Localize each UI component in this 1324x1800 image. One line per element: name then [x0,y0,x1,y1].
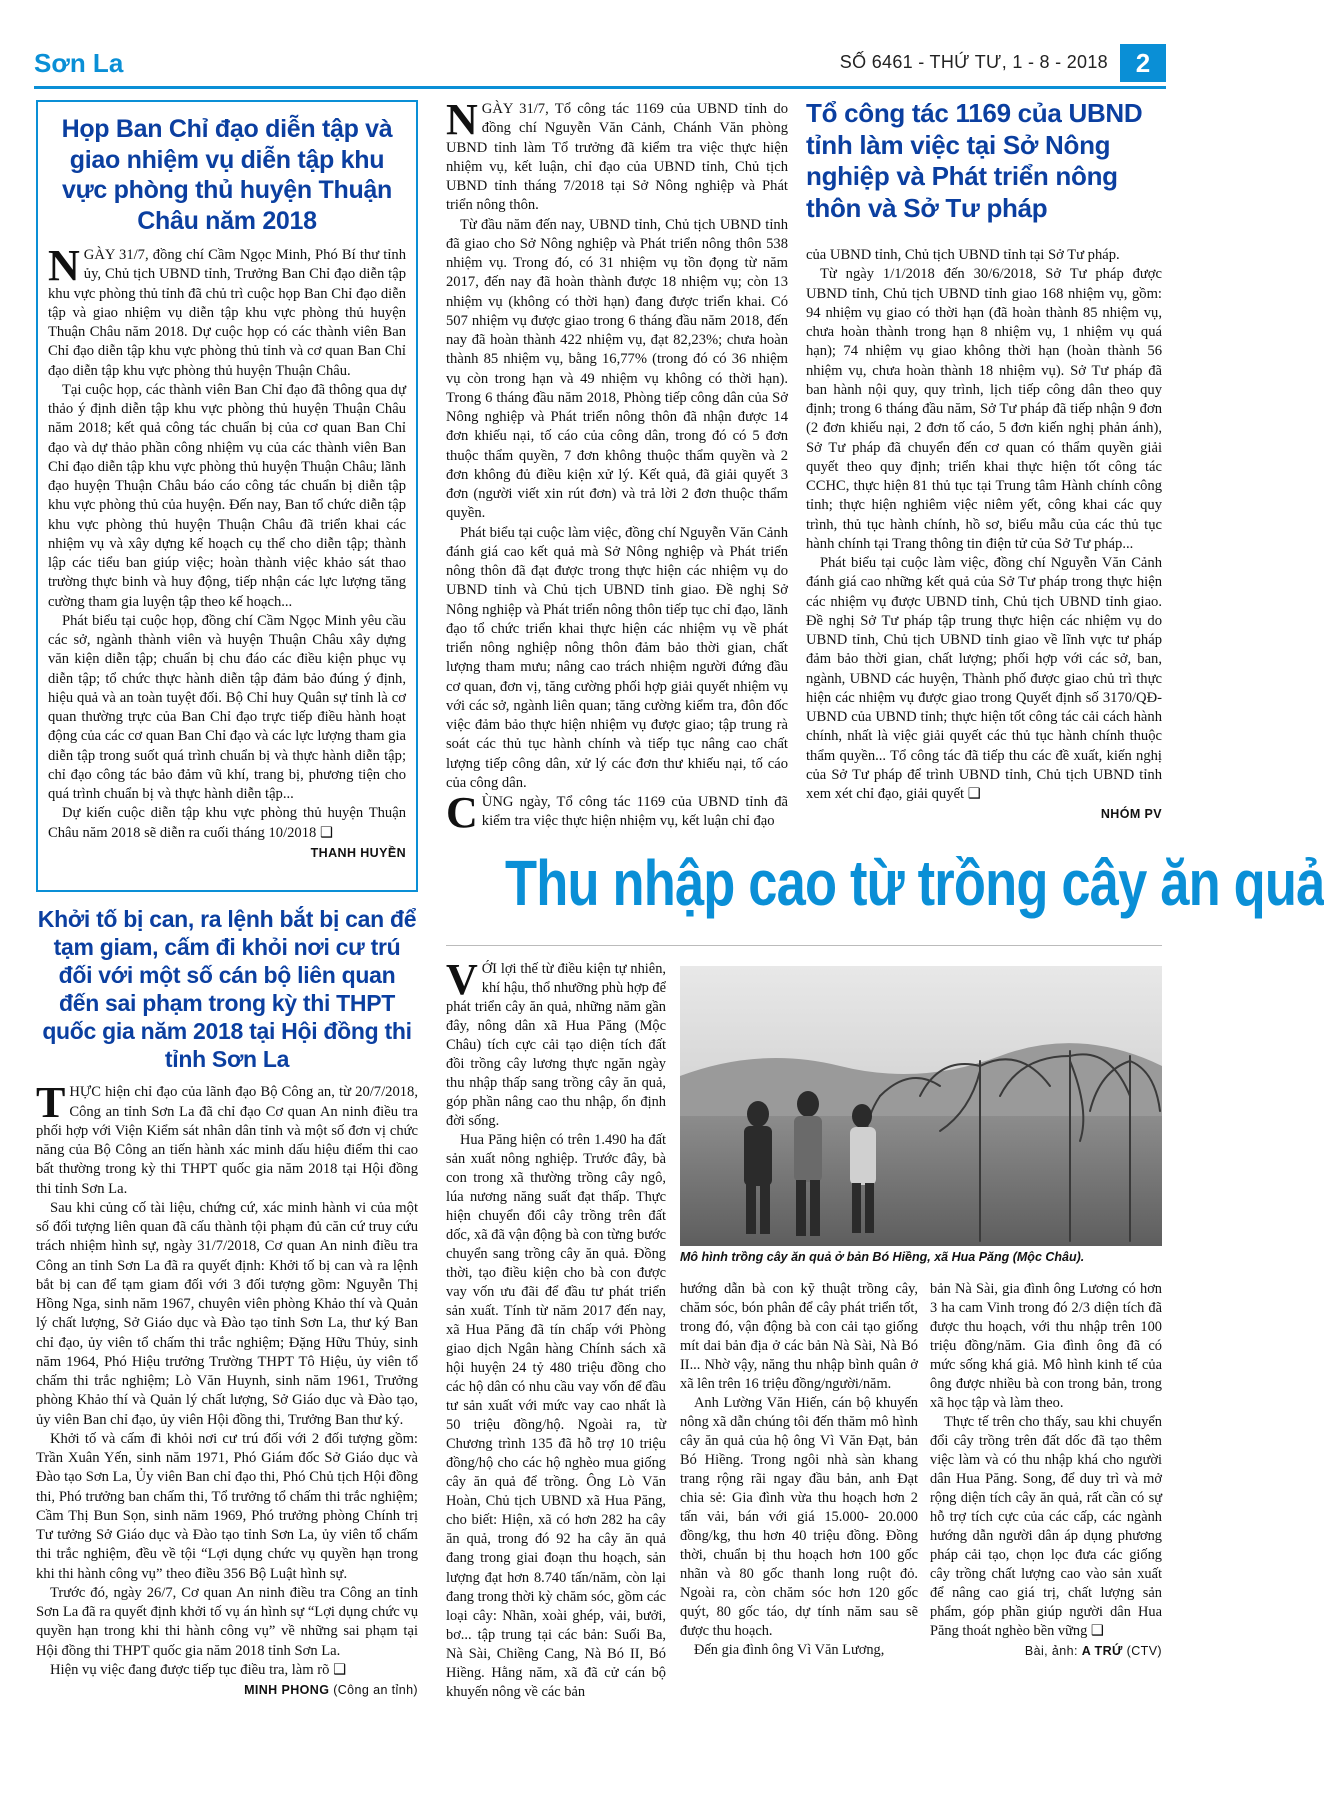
paragraph: Hua Păng hiện có trên 1.490 ha đất sản xuất nông nghiệp. Trước đây, bà con trong xã thường trồng cây ngô, lúa nương năng suất đạt thấp. Thực hiện chuyển đổi cây trồng trên đất dốc, xã đã vận động bà con từng bước chuyển sang trồng cây ăn quả. Đồng thời, tạo điều kiện cho bà con được vay vốn ưu đãi để đầu tư phát triển sản xuất. Tính từ năm 2017 đến nay, xã Hua Păng đã tín chấp với Phòng giao dịch Ngân hàng Chính sách xã hội huyện 24 tỷ 480 triệu đồng cho các hộ dân có nhu cầu vay vốn để đầu tư sản xuất với mức vay cao nhất là 50 triệu đồng/hộ. Ngoài ra, từ Chương trình 135 đã hỗ trợ 10 triệu đồng/hộ cho các hộ nghèo mua giống cây ăn quả để trồng. Ông Lò Văn Hoàn, Chủ tịch UBND xã Hua Păng, cho biết: Hiện, xã có hơn 282 ha cây ăn quả, trong đó 92 ha cây ăn quả đang trong giai đoạn thu hoạch, sản lượng đạt hơn 8.740 tấn/năm, còn lại đang trong thời kỳ chăm sóc, gồm các loại cây: Nhãn, xoài ghép, vải, bưởi, bơ... tập trung tại các bản: Suối Ba, Nà Sài, Chiềng Cang, Nà Bó II, Bó Hiềng. Hằng năm, xã đã cử cán bộ khuyến nông về các bản [446,1132,666,1700]
paragraph: CÙNG ngày, Tổ công tác 1169 của UBND tỉnh đã kiểm tra việc thực hiện nhiệm vụ, kết luận chỉ đạo [446,788,788,837]
article-exam-lead: THỰC hiện chỉ đạo của lãnh đạo Bộ Công an, từ 20/7/2018, Công an tỉnh Sơn La đã chỉ đạo Cơ quan An ninh điều tra phối hợp với Viện Kiểm sát nhân dân tỉnh và một số đơn vị chức năng của Bộ Công an tiến hành xác minh dấu hiệu điểm thi cao bất thường trong kỳ thi THPT quốc gia năm 2018 tại Hội đồng thi tỉnh Sơn La. [36,1078,418,1197]
article-1169-title: Tổ công tác 1169 của UBND tỉnh làm việc tại Sở Nông nghiệp và Phát triển nông thôn và Sở Tư pháp [806,98,1143,224]
paragraph: hướng dẫn bà con kỹ thuật trồng cây, chăm sóc, bón phân để cây phát triển tốt, trong đó, vận động bà con cải tạo giống mít dai bản địa ở các bản Nà Sài, Nà Bó II... Nhờ vậy, năng thu nhập bình quân ở xã lên trên 16 triệu đồng/người/năm. [680,1281,918,1393]
issue-info: SỐ 6461 - THỨ TƯ, 1 - 8 - 2018 [839,52,1108,72]
paragraph: Trước đó, ngày 26/7, Cơ quan An ninh điều tra Công an tỉnh Sơn La đã ra quyết định khởi tố vụ án hình sự “Lợi dụng chức vụ quyền hạn trong khi thi hành công vụ” về những sai phạm tại Hội đồng thi THPT quốc gia năm 2018 tỉnh Sơn La. [36,1584,418,1659]
paragraph: Đến gia đình ông Vì Văn Lương, [694,1642,885,1659]
paragraph: Hiện vụ việc đang được tiếp tục điều tra, làm rõ ❑ [50,1661,347,1678]
article-exam-body [36,1078,418,1680]
article-drill [36,100,418,892]
dropcap: N [48,241,80,290]
paragraph: Khởi tố và cấm đi khỏi nơi cư trú đối với 2 đối tượng gồm: Trần Xuân Yến, sinh năm 1971, Phó Giám đốc Sở Giáo dục và Đào tạo Sơn La, Ủy viên Ban chỉ đạo thi, Phó Chủ tịch Hội đồng thi, Phó trưởng ban chấm thi, Tổ trưởng tổ chấm thi trắc nghiệm; Cầm Thị Bun Sọn, sinh năm 1969, Phó trưởng phòng Chính trị Tư tưởng Sở Giáo dục và Đào tạo tỉnh Sơn La, ủy viên tổ chấm thi trắc nghiệm, đều về tội “Lợi dụng chức vụ quyền hạn trong khi thi hành công vụ” theo điều 356 Bộ Luật hình sự. [36,1430,418,1582]
section-name: Sơn La [34,48,124,78]
page-header [34,44,1166,86]
article-fruit-lead: VỚI lợi thế từ điều kiện tự nhiên, khí hậu, thổ nhưỡng phù hợp để phát triển cây ăn quả, những năm gần đây, nông dân xã Hua Păng (Mộc Châu) tích cực cải tạo diện tích đất đồi trồng cây lương thực ngăn ngày thu nhập thấp sang trồng cây ăn quả, góp phần nâng cao thu nhập, ổn định đời sống. [446,955,666,1130]
article-1169-col2 [806,246,1162,836]
article-1169-byline: NHÓM PV [1100,807,1162,822]
article-1169-col1 [446,95,788,837]
article-1169-lead: NGÀY 31/7, Tổ công tác 1169 của UBND tỉnh do đồng chí Nguyễn Văn Cảnh, Chánh Văn phòng UBND tỉnh làm Tổ trưởng đã kiểm tra việc thực hiện nhiệm vụ, kết luận, chỉ đạo của UBND tỉnh, Chủ tịch UBND tỉnh tháng 7/2018 tại Sở Nông nghiệp và Phát triển nông thôn. [446,95,788,214]
paragraph: Dự kiến cuộc diễn tập khu vực phòng thủ huyện Thuận Châu năm 2018 sẽ diễn ra cuối tháng 10/2018 ❑ [48,805,406,841]
article-drill-byline: THANH HUYỀN [310,845,406,860]
article-fruit-col2 [680,1280,918,1770]
photo-illustration [680,966,1162,1246]
paragraph: Phát biểu tại cuộc làm việc, đồng chí Nguyễn Văn Cảnh đánh giá cao kết quả mà Sở Nông nghiệp và Phát triển nông thôn đã đạt được trong thực hiện các nhiệm vụ do UBND tỉnh và Chủ tịch UBND tỉnh giao. Đề nghị Sở Nông nghiệp và Phát triển nông thôn tiếp tục chỉ đạo, lãnh đạo tổ chức triển khai thực hiện các nhiệm vụ về phát triển nông nghiệp nông thôn đảm bảo thời gian, chất lượng tham mưu; nâng cao trách nhiệm người đứng đầu cơ quan, đơn vị, tăng cường phối hợp giải quyết nhiệm vụ với các sở, ngành liên quan; tăng cường kiểm tra, đôn đốc việc đảm bảo thực hiện nhiệm vụ được giao; tập trung rà soát các thủ tục hành chính và tiếp tục nâng cao chất lượng tiếp công dân, xử lý các đơn thư khiếu nại, tố cáo của công dân. [446,524,788,791]
article-fruit-title: Thu nhập cao từ trồng cây ăn quả [504,847,1324,919]
paragraph: Thực tế trên cho thấy, sau khi chuyển đổi cây trồng trên đất dốc đã tạo thêm việc làm và có thu nhập khá cho người dân Hua Păng. Song, để duy trì và mở rộng diện tích cây ăn quả, rất cần có sự hỗ trợ tích cực của các cấp, các ngành hướng dẫn người dân áp dụng phương pháp cải tạo, chọn lọc đưa các giống cây trồng chất lượng cao vào sản xuất để nâng cao giá trị, chất lượng sản phẩm, góp phần giúp người dân Hua Păng thoát nghèo bền vững ❑ [930,1414,1162,1640]
paragraph: của UBND tỉnh, Chủ tịch UBND tỉnh tại Sở Tư pháp. [806,247,1120,263]
dropcap: V [446,955,478,1004]
article-drill-title: Họp Ban Chỉ đạo diễn tập và giao nhiệm vụ diễn tập khu vực phòng thủ huyện Thuận Châu năm 2018 [61,115,393,235]
dropcap: T [36,1078,66,1128]
paragraph: Sau khi củng cố tài liệu, chứng cứ, xác minh hành vi của một số đối tượng liên quan đã cấu thành tội phạm đủ căn cứ truy cứu trách nhiệm hình sự, ngày 31/7/2018, Cơ quan An ninh điều tra Công an tỉnh Sơn La đã ra quyết định: Khởi tố bị can và ra lệnh bắt bị can để tạm giam đối với 3 đối tượng gồm: Nguyễn Thị Hồng Nga, sinh năm 1967, chuyên viên phòng Khảo thí và Quản lý chất lượng, Sở Giáo dục và Đào tạo tỉnh Sơn La, thư ký Ban chỉ đạo, ủy viên tổ chấm thi trắc nghiệm; Đặng Hữu Thủy, sinh năm 1964, Phó Hiệu trưởng Trường THPT Tô Hiệu, ủy viên tổ chấm thi trắc nghiệm; Lò Văn Huynh, sinh năm 1961, Trưởng phòng Khảo thí và Quản lý chất lượng, Sở Giáo dục và Đào tạo, ủy viên Ban chỉ đạo, ủy viên Hội đồng thi, Trưởng Ban thư ký. [36,1199,418,1428]
paragraph: Anh Lường Văn Hiến, cán bộ khuyến nông xã dẫn chúng tôi đến thăm mô hình cây ăn quả của hộ ông Vì Văn Đạt, bản Bó Hiềng. Trong ngôi nhà sàn khang trang rộng rãi ngay đầu bản, anh Đạt chia sẻ: Gia đình vừa thu hoạch hơn 2 tấn vải, bán với giá 15.000- 20.000 đồng/kg, thu hơn 40 triệu đồng. Đồng thời, chuẩn bị thu hoạch hơn 100 gốc nhãn và 80 gốc thanh long ruột đỏ. Ngoài ra, còn chăm sóc hơn 120 gốc quýt, 80 gốc táo, dự tính năm sau sẽ được thu hoạch. [680,1395,918,1640]
article-exam [36,905,418,1765]
article-drill-lead: NGÀY 31/7, đồng chí Cầm Ngọc Minh, Phó Bí thư tỉnh ủy, Chủ tịch UBND tỉnh, Trưởng Ban Chỉ đạo diễn tập khu vực phòng thủ tỉnh đã chủ trì cuộc họp Ban Chỉ đạo diễn tập và giao nhiệm vụ diễn tập khu vực phòng thủ huyện Thuận Châu năm 2018. Dự cuộc họp có các thành viên Ban Chỉ đạo diễn tập khu vực phòng thủ tỉnh và cơ quan Ban Chỉ đạo diễn tập khu vực phòng thủ huyện Thuận Châu. [48,241,406,379]
paragraph: bản Nà Sài, gia đình ông Lương có hơn 3 ha cam Vinh trong đó 2/3 diện tích đã được thu hoạch, với thu nhập trên 100 triệu đồng/năm. Gia đình ông đã có mức sống khá giả. Mô hình kinh tế của ông được nhiều bà con trong bản, trong xã học tập và làm theo. [930,1281,1162,1412]
divider [446,945,1162,946]
article-exam-byline: MINH PHONG (Công an tỉnh) [244,1683,418,1698]
paragraph: Từ đầu năm đến nay, UBND tỉnh, Chủ tịch UBND tỉnh đã giao cho Sở Nông nghiệp và Phát triển nông thôn 538 nhiệm vụ. Trong đó, có 31 nhiệm vụ tồn đọng từ năm 2017, đến nay đã hoàn thành được 18 nhiệm vụ; còn 13 nhiệm vụ (không có thời hạn) đang được triển khai. Có 507 nhiệm vụ được giao trong 6 tháng đầu năm 2018, đến nay đã hoàn thành 422 nhiệm vụ, đạt 82,23%; chưa hoàn thành 85 nhiệm vụ, bằng 16,77% (trong đó có 36 nhiệm vụ còn trong hạn và 49 nhiệm vụ không có thời hạn). Trong 6 tháng đầu năm 2018, Phòng tiếp công dân của Sở Nông nghiệp và Phát triển nông thôn đã nhận được 14 đơn khiếu nại, tố cáo của công dân, trong đó có 5 đơn thuộc thẩm quyền, 7 đơn không thuộc thẩm quyền và 2 đơn không đủ điều kiện xử lý. Kết quả, đã giải quyết 3 đơn (người viết xin rút đơn) và trả lời 2 đơn thuộc thẩm quyền. [446,216,788,522]
article-fruit-byline: Bài, ảnh: A TRỨ (CTV) [1024,1644,1162,1659]
header-rule [34,86,1166,89]
paragraph: Từ ngày 1/1/2018 đến 30/6/2018, Sở Tư pháp được UBND tỉnh, Chủ tịch UBND tỉnh giao 168 nhiệm vụ, gồm: 94 nhiệm vụ giao có thời hạn (đã hoàn thành 85 nhiệm vụ, chưa hoàn thành trong hạn 8 nhiệm vụ, 1 nhiệm vụ quá hạn); 74 nhiệm vụ giao không thời hạn (hoàn thành 56 nhiệm vụ, chưa hoàn thành 18 nhiệm vụ). Sở Tư pháp đã ban hành nội quy, quy trình, lịch tiếp công dân theo quy định; trong 6 tháng đầu năm, Sở Tư pháp đã tiếp nhận 9 đơn (2 đơn khiếu nại, 2 đơn tố cáo, 5 đơn kiến nghị phản ánh), Sở Tư pháp đã chuyển đến cơ quan có thẩm quyền giải quyết theo quy định; triển khai thực hiện tốt công tác CCHC, thực hiện 81 thủ tục tại Trung tâm Hành chính công tỉnh; thực hiện nghiêm việc niêm yết, công khai các quy trình, thủ tục hành chính, hồ sơ, biểu mẫu của các thủ tục hành chính tại Trang thông tin điện tử của Sở Tư pháp... [806,266,1162,552]
dropcap: C [446,788,478,837]
article-exam-title: Khởi tố bị can, ra lệnh bắt bị can để tạm giam, cấm đi khỏi nơi cư trú đối với một số cán bộ liên quan đến sai phạm trong kỳ thi THPT quốc gia năm 2018 tại Hội đồng thi tỉnh Sơn La [37,906,417,1073]
paragraph: Phát biểu tại cuộc làm việc, đồng chí Nguyễn Văn Cảnh đánh giá cao những kết quả của Sở Tư pháp trong thực hiện các nhiệm vụ được UBND tỉnh, Chủ tịch UBND tỉnh giao. Đề nghị Sở Tư pháp tập trung thực hiện các nhiệm vụ do UBND tỉnh, Chủ tịch UBND tỉnh giao về lĩnh vực tư pháp đảm bảo thời gian, chất lượng; phối hợp với các sở, ban, ngành, UBND các huyện, Thành phố được giao chủ trì thực hiện các nhiệm vụ được giao trong Quyết định số 3170/QĐ-UBND của UBND tỉnh; thực hiện tốt công tác cải cách hành chính, nhất là việc giải quyết các thủ tục hành chính thuộc thẩm quyền... Tổ công tác đã tiếp thu các đề xuất, kiến nghị của Sở Tư pháp để trình UBND tỉnh, Chủ tịch UBND tỉnh xem xét chỉ đạo, giải quyết ❑ [806,555,1162,802]
article-fruit-col1 [446,955,666,1770]
dragon-fruit-photo [680,966,1162,1246]
photo-caption: Mô hình trồng cây ăn quả ở bản Bó Hiềng, xã Hua Păng (Mộc Châu). [680,1250,1085,1264]
dropcap: N [446,95,478,144]
page-number: 2 [1120,44,1166,82]
paragraph: Tại cuộc họp, các thành viên Ban Chỉ đạo đã thông qua dự thảo ý định diễn tập khu vực phòng thủ huyện Thuận Châu năm 2018; kết quả công tác chuẩn bị của cơ quan Ban Chỉ đạo và dự thảo phần công nhiệm vụ của các thành viên Ban Chỉ đạo diễn tập khu vực phòng thủ huyện Thuận Châu; lãnh đạo huyện Thuận Châu báo cáo công tác chuẩn bị diễn tập khu vực phòng thủ của huyện. Đến nay, Ban tổ chức diễn tập khu vực phòng thủ huyện Thuận Châu đã triển khai các nhiệm vụ và xây dựng kế hoạch cụ thể cho diễn tập; thành lập các tiểu ban giúp việc; hoàn thành việc khảo sát thao trường thực binh và huy động, tiếp nhận các lực lượng tăng cường tham gia luyện tập theo kế hoạch... [48,381,406,610]
article-drill-body [48,241,406,843]
paragraph: Phát biểu tại cuộc họp, đồng chí Cầm Ngọc Minh yêu cầu các sở, ngành thành viên và huyện Thuận Châu xây dựng văn kiện diễn tập; chuẩn bị chu đáo các điều kiện phục vụ diễn tập; tổ chức thực hành diễn tập đảm bảo đúng ý định, hiệu quả và an toàn tuyệt đối. Bộ Chỉ huy Quân sự tỉnh là cơ quan thường trực của Ban Chỉ đạo trực tiếp điều hành hoạt động của các cơ quan Ban Chỉ đạo và các lực lượng tham gia diễn tập trong suốt quá trình chuẩn bị và thực hành diễn tập; chỉ đạo công tác bảo đảm vũ khí, trang bị, phương tiện cho quá trình chuẩn bị và thực hành diễn tập... [48,612,406,802]
article-fruit-col3 [930,1280,1162,1770]
